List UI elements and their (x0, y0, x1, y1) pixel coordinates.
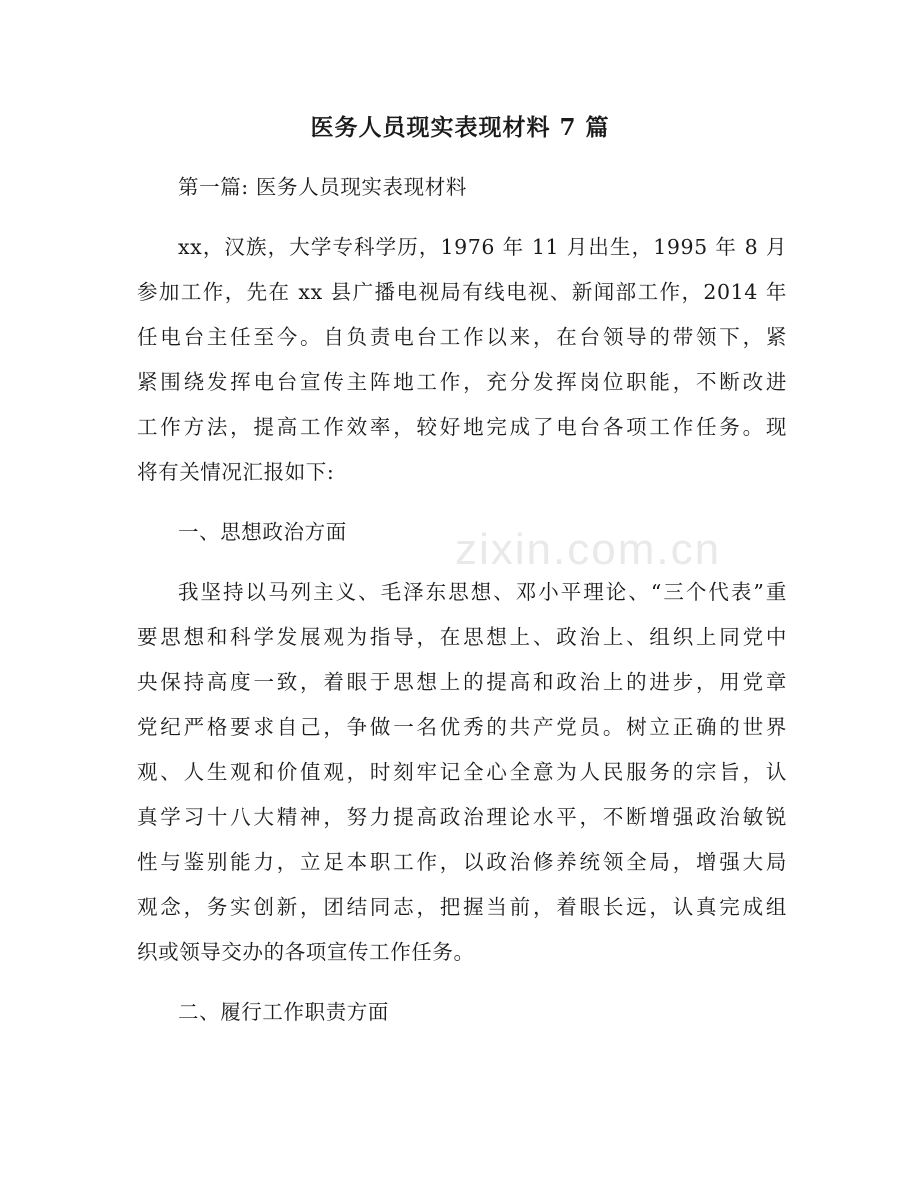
heading-duties: 二、履行工作职责方面 (178, 1000, 389, 1024)
paragraph-line: xx，汉族，大学专科学历，1976 年 11 月出生，1995 年 8 月 (178, 235, 787, 259)
paragraph-line: 要思想和科学发展观为指导，在思想上、政治上、组织上同党中 (137, 625, 787, 649)
paragraph-line: 央保持高度一致，着眼于思想上的提高和政治上的进步，用党章 (137, 670, 787, 694)
section-heading: 第一篇: 医务人员现实表现材料 (178, 175, 467, 199)
paragraph-line: 任电台主任至今。自负责电台工作以来，在台领导的带领下，紧 (137, 325, 787, 349)
paragraph-line: 织或领导交办的各项宣传工作任务。 (137, 940, 475, 964)
paragraph-line: 参加工作，先在 xx 县广播电视局有线电视、新闻部工作，2014 年 (137, 280, 787, 304)
paragraph-line: 性与鉴别能力，立足本职工作，以政治修养统领全局，增强大局 (137, 850, 787, 874)
paragraph-line: 工作方法，提高工作效率，较好地完成了电台各项工作任务。现 (137, 415, 787, 439)
document-title: 医务人员现实表现材料 7 篇 (310, 114, 610, 141)
paragraph-line: 紧围绕发挥电台宣传主阵地工作，充分发挥岗位职能，不断改进 (137, 370, 787, 394)
paragraph-line: 党纪严格要求自己，争做一名优秀的共产党员。树立正确的世界 (137, 715, 787, 739)
paragraph-line: 将有关情况汇报如下: (137, 460, 335, 484)
watermark: zixin.com.cn (455, 525, 722, 574)
heading-ideology: 一、思想政治方面 (178, 520, 347, 544)
paragraph-line: 观念，务实创新，团结同志，把握当前，着眼长远，认真完成组 (137, 895, 787, 919)
paragraph-line: 观、人生观和价值观，时刻牢记全心全意为人民服务的宗旨，认 (137, 760, 787, 784)
paragraph-line: 真学习十八大精神，努力提高政治理论水平，不断增强政治敏锐 (137, 805, 787, 829)
paragraph-line: 我坚持以马列主义、毛泽东思想、邓小平理论、“三个代表”重 (178, 580, 787, 604)
